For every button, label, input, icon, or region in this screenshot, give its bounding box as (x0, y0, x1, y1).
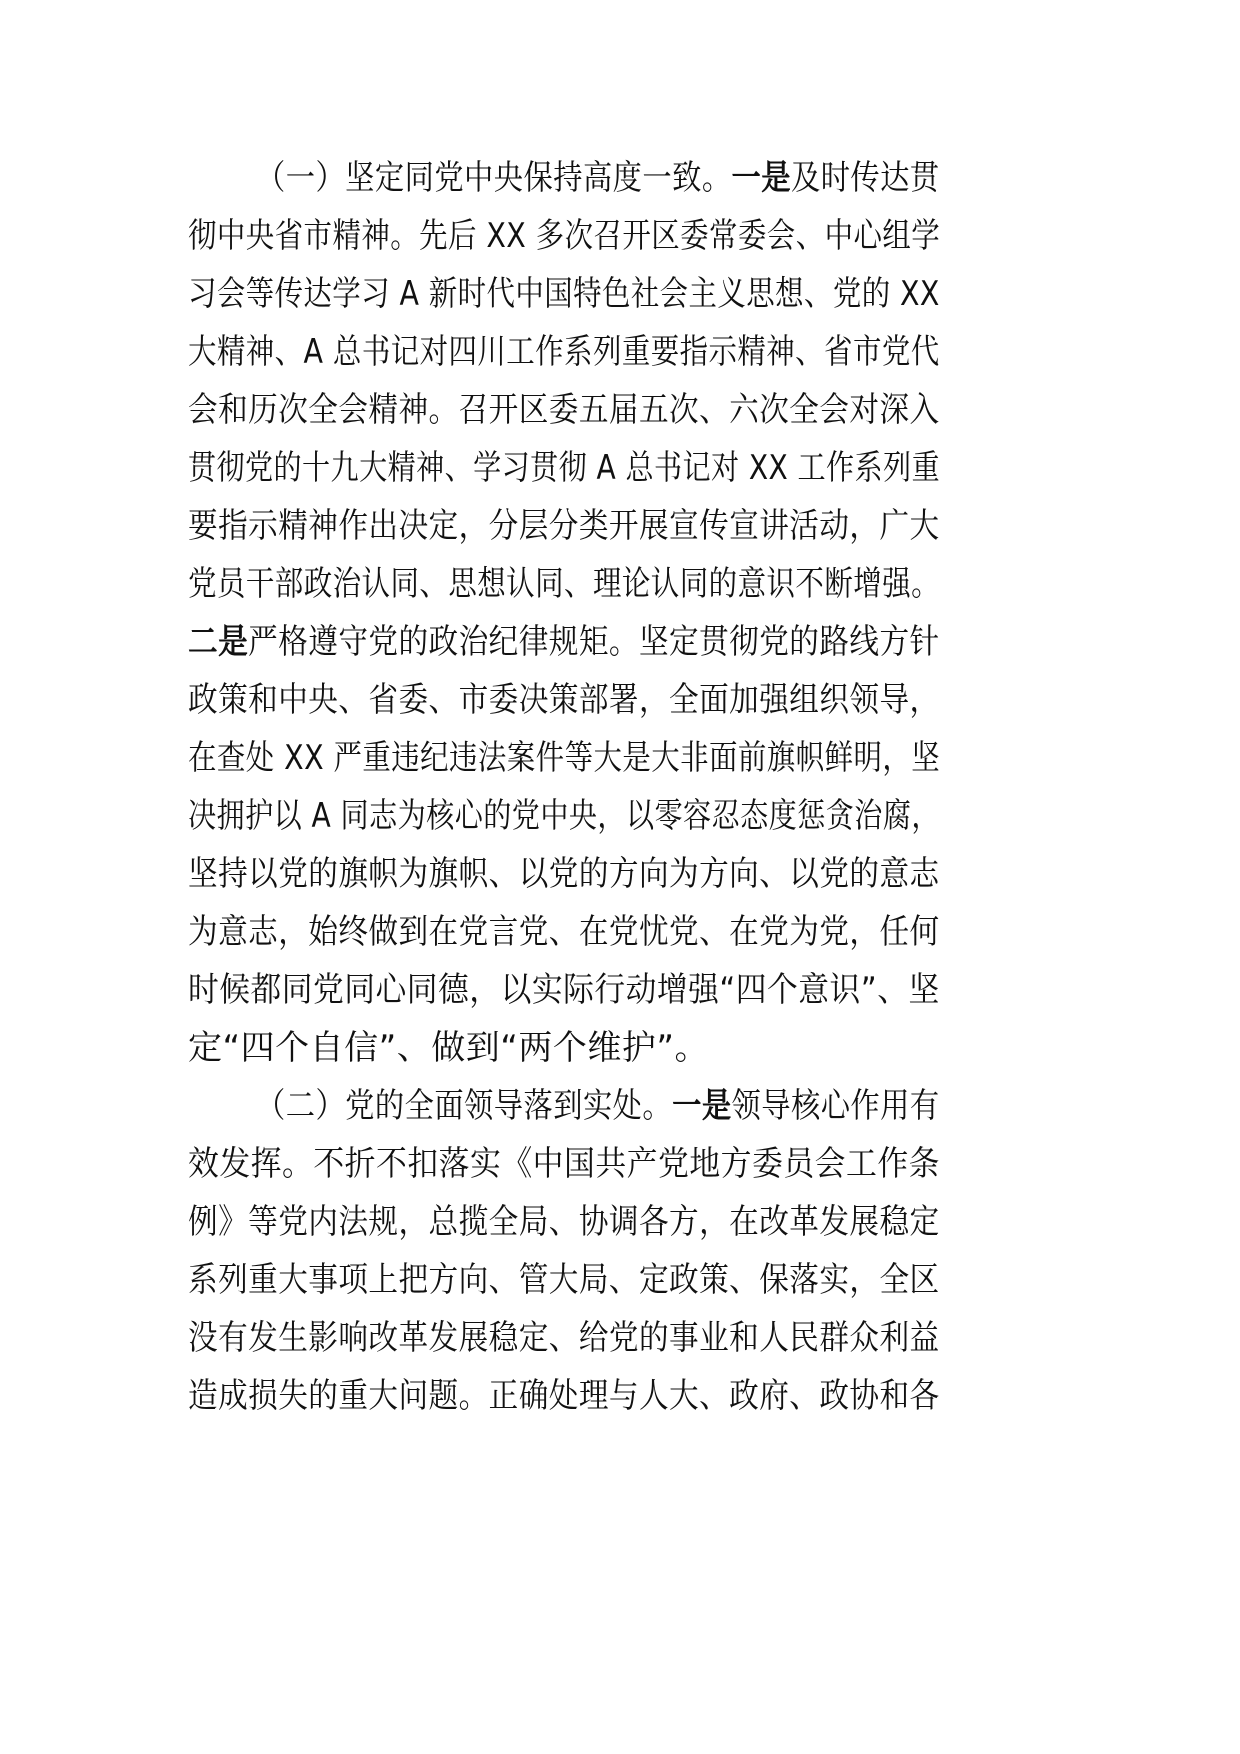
text-segment: 时候都同党同心同德，以实际行动增强“四个意识”、坚 (188, 970, 940, 1010)
text-line (188, 854, 940, 894)
text-segment: 及时传达贯 (790, 158, 940, 198)
bold-lead-phrase: 一是 (672, 1086, 732, 1126)
text-line (188, 622, 940, 662)
text-segment: 例》等党内法规，总揽全局、协调各方，在改革发展稳定 (188, 1202, 940, 1242)
text-line (188, 680, 940, 720)
text-segment: 政策和中央、省委、市委决策部署，全面加强组织领导， (188, 680, 940, 720)
text-segment: （一）坚定同党中央保持高度一致。 (256, 158, 732, 198)
text-segment: 坚持以党的旗帜为旗帜、以党的方向为方向、以党的意志 (188, 854, 940, 894)
text-line (188, 738, 940, 778)
text-segment: 效发挥。不折不扣落实《中国共产党地方委员会工作条 (188, 1144, 940, 1184)
text-line (188, 506, 940, 546)
text-segment: （二）党的全面领导落到实处。 (256, 1086, 673, 1126)
text-segment: 在查处 XX 严重违纪违法案件等大是大非面前旗帜鲜明，坚 (188, 738, 941, 778)
text-line (188, 1202, 940, 1242)
text-line (188, 1144, 940, 1184)
text-segment: 定“四个自信”、做到“两个维护”。 (188, 1028, 709, 1068)
text-segment: 习会等传达学习 A 新时代中国特色社会主义思想、党的 XX (188, 274, 940, 314)
text-segment: 贯彻党的十九大精神、学习贯彻 A 总书记对 XX 工作系列重 (188, 448, 941, 488)
text-line (256, 158, 940, 198)
text-segment: 要指示精神作出决定，分层分类开展宣传宣讲活动，广大 (188, 506, 940, 546)
text-line (188, 912, 940, 952)
text-segment: 造成损失的重大问题。正确处理与人大、政府、政协和各 (188, 1376, 940, 1416)
text-segment: 系列重大事项上把方向、管大局、定政策、保落实，全区 (188, 1260, 940, 1300)
text-segment: 大精神、A 总书记对四川工作系列重要指示精神、省市党代 (188, 332, 940, 372)
text-segment: 党员干部政治认同、思想认同、理论认同的意识不断增强。 (188, 564, 941, 604)
text-line (188, 1318, 940, 1358)
bold-lead-phrase: 二是 (188, 622, 249, 662)
text-line (188, 390, 940, 430)
text-segment: 没有发生影响改革发展稳定、给党的事业和人民群众利益 (188, 1318, 940, 1358)
text-line (188, 796, 940, 836)
text-line (188, 1376, 940, 1416)
text-segment: 为意志，始终做到在党言党、在党忧党、在党为党，任何 (188, 912, 940, 952)
text-line (188, 564, 940, 604)
text-segment: 领导核心作用有 (731, 1086, 940, 1126)
text-segment: 严格遵守党的政治纪律规矩。坚定贯彻党的路线方针 (248, 622, 940, 662)
text-line (188, 1028, 709, 1068)
text-segment: 决拥护以 A 同志为核心的党中央，以零容忍态度惩贪治腐， (188, 796, 940, 836)
text-line (188, 274, 940, 314)
text-line (188, 216, 940, 256)
text-line (188, 1260, 940, 1300)
text-line (188, 970, 940, 1010)
text-line (188, 448, 940, 488)
text-line (188, 332, 940, 372)
text-segment: 会和历次全会精神。召开区委五届五次、六次全会对深入 (188, 390, 940, 430)
text-segment: 彻中央省市精神。先后 XX 多次召开区委常委会、中心组学 (188, 216, 941, 256)
text-line (256, 1086, 940, 1126)
bold-lead-phrase: 一是 (731, 158, 791, 198)
